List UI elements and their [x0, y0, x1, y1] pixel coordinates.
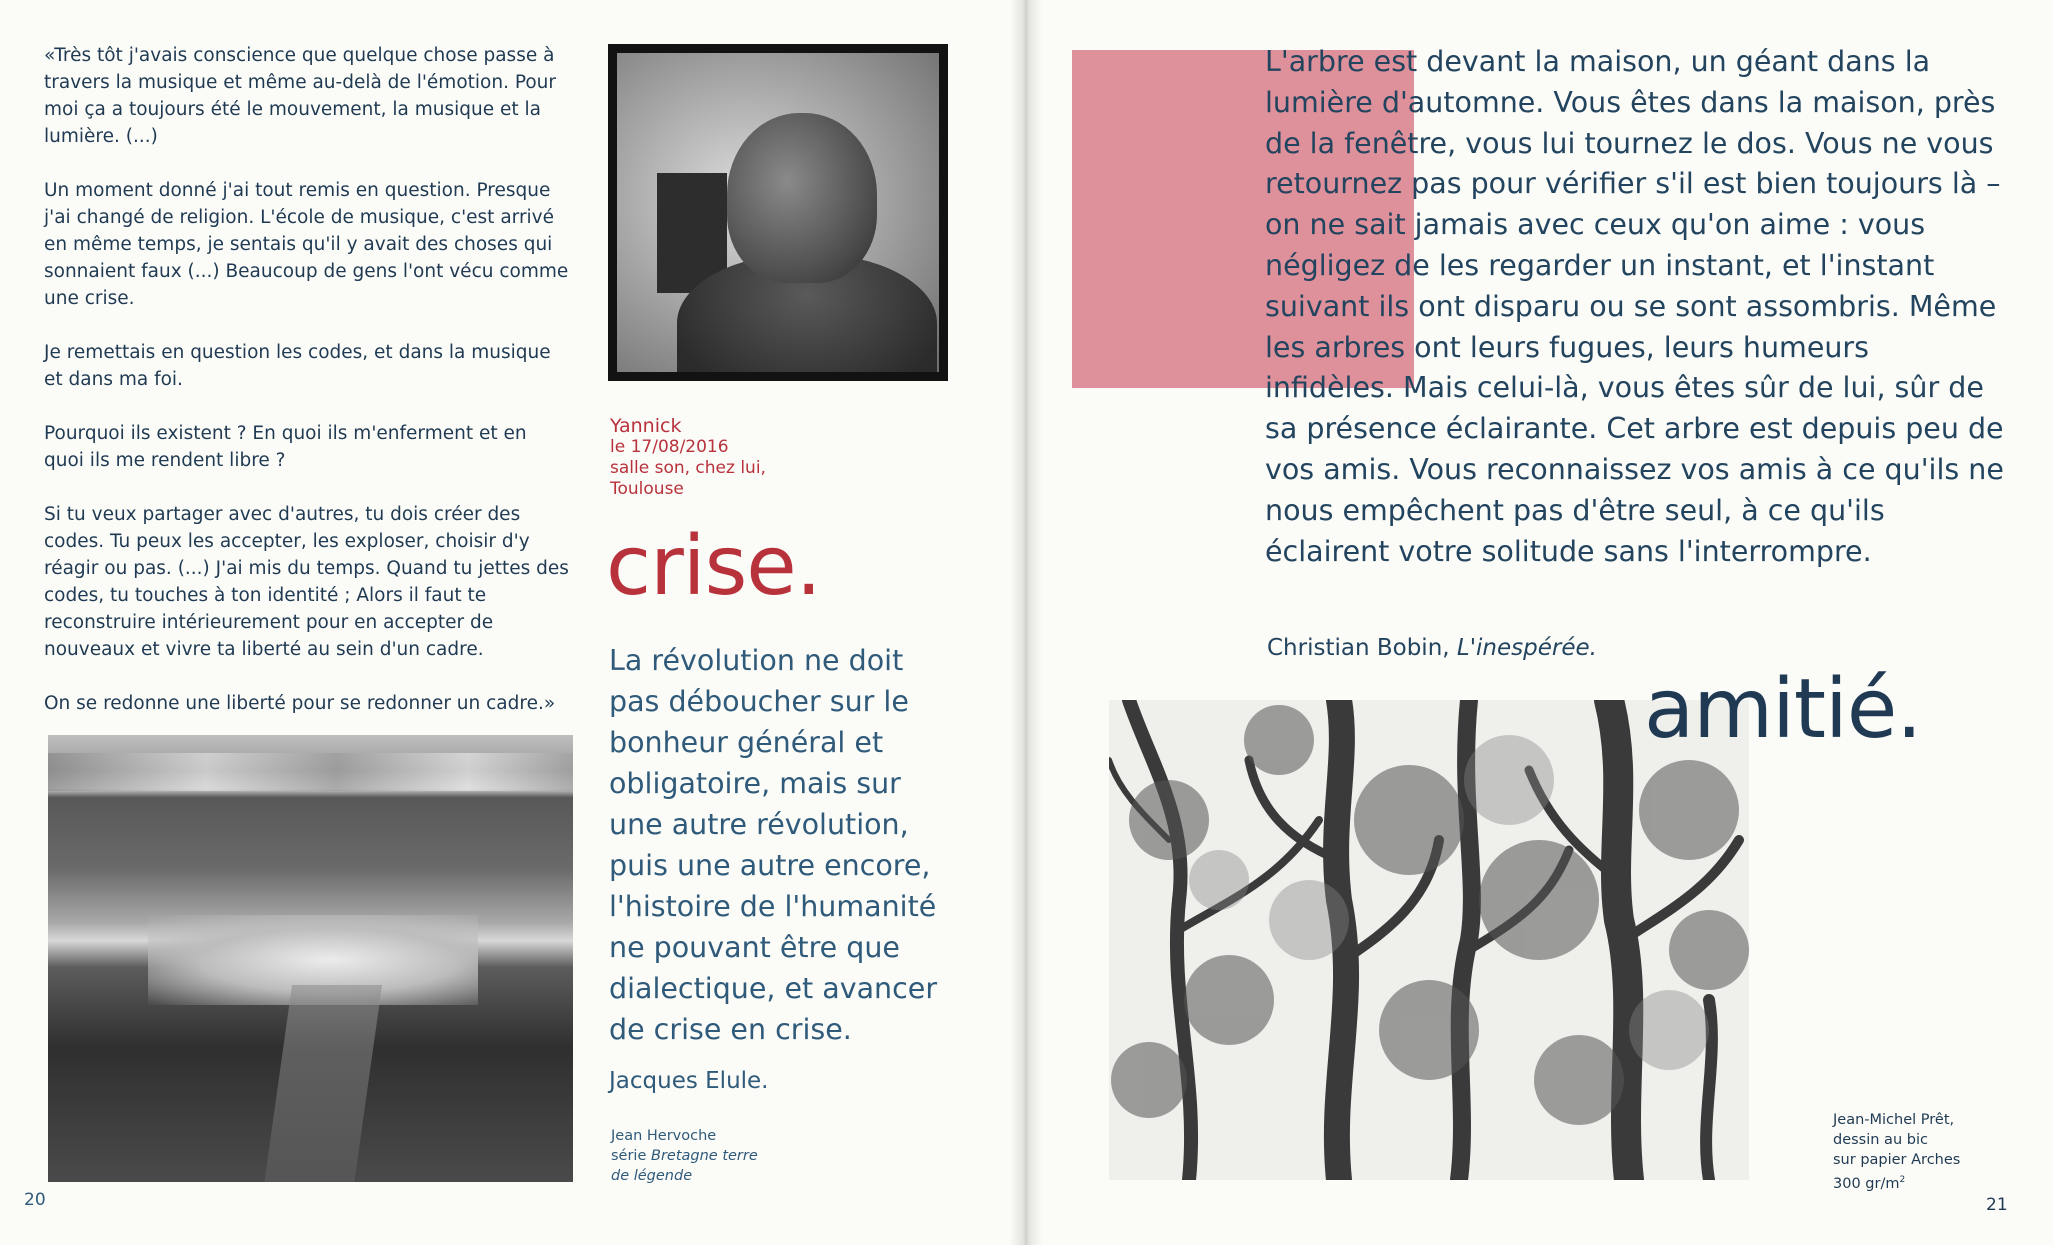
credit-name: Jean Hervoche — [611, 1128, 717, 1144]
interview-paragraph: Je remettais en question les codes, et dans la musique et dans ma foi. — [44, 342, 551, 390]
photo-caption — [610, 416, 810, 500]
photo-credit — [611, 1126, 831, 1186]
credit-line: sur papier Arches — [1833, 1152, 1961, 1168]
credit-line: dessin au bic — [1833, 1132, 1928, 1148]
keyword-amitie: amitié. — [1644, 662, 1922, 757]
caption-place: salle son, chez lui, — [610, 458, 766, 478]
caption-city: Toulouse — [610, 479, 684, 499]
caption-date: le 17/08/2016 — [610, 437, 729, 457]
caption-name: Yannick — [610, 415, 682, 437]
landscape-photo — [48, 735, 573, 1182]
interview-paragraph: Un moment donné j'ai tout remis en question. Presque j'ai changé de religion. L'école de musique, c'est arrivé en même temps, je sentais qu'il y avait des choses qui sonnaient faux (...) Beaucoup de gens l'ont vécu comme une crise. — [44, 180, 569, 309]
book-gutter — [1010, 0, 1042, 1245]
tree-drawing — [1109, 700, 1749, 1180]
drawing-credit — [1833, 1110, 1993, 1194]
keyword-crise: crise. — [606, 519, 821, 614]
quote-author — [1267, 635, 1597, 661]
page-number: 20 — [24, 1190, 46, 1210]
quote-text: La révolution ne doit pas déboucher sur le bonheur général et obligatoire, mais sur une autre révolution, puis une autre encore, l'histoire de l'humanité ne pouvant être que dialectique, et avancer de crise en crise. — [609, 644, 938, 1046]
author-name: Christian Bobin, — [1267, 635, 1450, 661]
credit-series-title-2: de légende — [611, 1168, 693, 1184]
portrait-photo — [608, 44, 948, 381]
interview-paragraph: «Très tôt j'avais conscience que quelque chose passe à travers la musique et même au-delà de l'émotion. Pour moi ça a toujours été le mouvement, la musique et la lumière. (...) — [44, 45, 556, 147]
credit-series-prefix: série — [611, 1148, 647, 1164]
credit-line: 300 gr/m — [1833, 1175, 1900, 1192]
interview-text — [44, 42, 572, 744]
left-page — [0, 0, 1022, 1245]
interview-paragraph: On se redonne une liberté pour se redonner un cadre.» — [44, 693, 556, 714]
credit-sup: 2 — [1899, 1175, 1906, 1185]
bobin-quote: L'arbre est devant la maison, un géant dans la lumière d'automne. Vous êtes dans la maison, près de la fenêtre, vous lui tournez le dos. Vous ne vous retournez pas pour vérifier s'il est bien toujours là – on ne sait jamais avec ceux qu'on aime : vous négligez de les regarder un instant, et l'instant suivant ils ont disparu ou se sont assombris. Même les arbres ont leurs fugues, leurs humeurs infidèles. Mais celui-là, vous êtes sûr de lui, sûr de sa présence éclairante. Cet arbre est depuis peu de vos amis. Vous reconnaissez vos amis à ce qu'ils ne nous empêchent pas d'être seul, à ce qu'ils éclairent votre solitude sans l'interrompre. — [1265, 45, 2004, 568]
credit-series-title: Bretagne terre — [651, 1148, 758, 1164]
quote-author: Jacques Elule. — [609, 1068, 769, 1094]
credit-line: Jean-Michel Prêt, — [1833, 1112, 1955, 1128]
interview-paragraph: Pourquoi ils existent ? En quoi ils m'enferment et en quoi ils me rendent libre ? — [44, 423, 527, 471]
interview-paragraph: Si tu veux partager avec d'autres, tu dois créer des codes. Tu peux les accepter, les exploser, choisir d'y réagir ou pas. (...) J'ai mis du temps. Quand tu jettes des codes, tu touches à ton identité ; Alors il faut te reconstruire intérieurement pour en accepter de nouveaux et vivre ta liberté au sein d'un cadre. — [44, 504, 569, 660]
book-title: L'inespérée. — [1456, 635, 1597, 661]
page-number: 21 — [1986, 1195, 2008, 1215]
